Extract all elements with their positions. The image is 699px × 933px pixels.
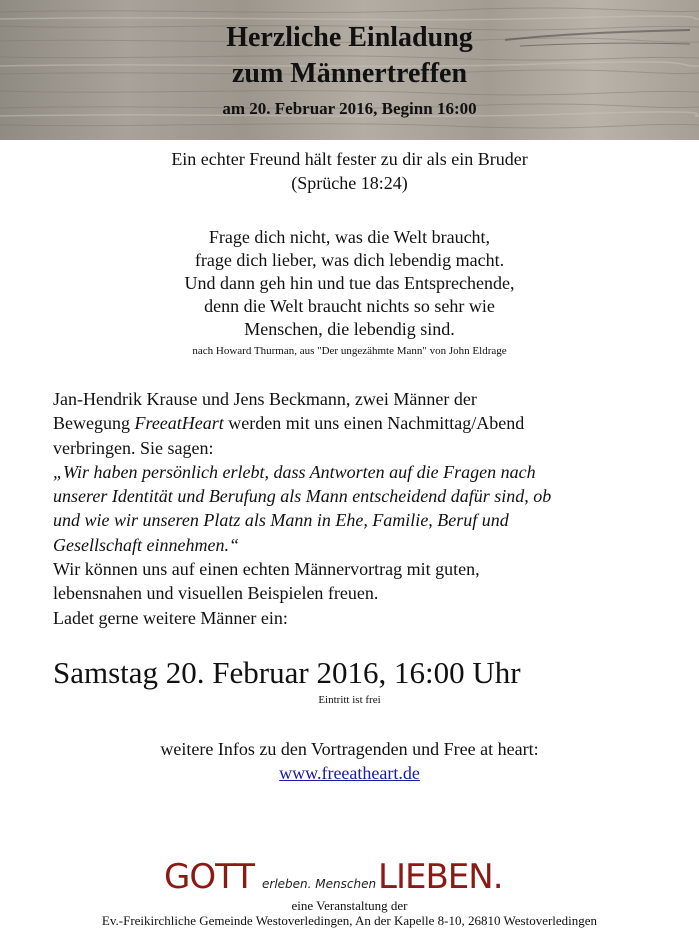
quote-line: denn die Welt braucht nichts so sehr wie [204,296,495,316]
closing-line: lebensnahen und visuellen Beispielen freuen. [53,583,379,604]
closing-line: Wir können uns auf einen echten Männervortrag mit guten, [53,559,480,580]
intro-paragraph [53,387,673,630]
event-date: Samstag 20. Februar 2016, 16:00 Uhr [53,655,521,690]
organization-name: FreeatHeart [134,413,224,434]
bible-verse: Ein echter Freund hält fester zu dir als ein Bruder [171,149,528,169]
closing-line: Ladet gerne weitere Männer ein: [53,607,288,628]
website-link[interactable]: www.freeatheart.de [279,763,420,783]
logo-word-lieben: LIEBEN. [378,857,503,896]
speaker-quote-line: unserer Identität und Berufung als Mann entscheidend dafür sind, ob [53,486,552,507]
logo-word-gott: GOTT [164,857,255,896]
invitation-title-second-line: zum Männertreffen [231,58,468,89]
speaker-quote-line: „Wir haben persönlich erlebt, dass Antworten auf die Fragen nach [53,461,536,482]
intro-line: verbringen. Sie sagen: [53,437,214,458]
organizer-address: Ev.-Freikirchliche Gemeinde Westoverledingen, An der Kapelle 8-10, 26810 Westoverledingen [101,913,598,928]
church-logo [150,848,510,896]
info-text: weitere Infos zu den Vortragenden und Free at heart: [160,739,539,759]
speaker-quote-line: und wie wir unseren Platz als Mann in Ehe, Familie, Beruf und [53,510,509,531]
entry-note: Eintritt ist frei [318,694,381,706]
quote-attribution: nach Howard Thurman, aus "Der ungezähmte Mann" von John Eldrage [192,345,507,357]
speaker-quote-line: Gesellschaft einnehmen.“ [53,534,239,555]
link-row [0,763,699,784]
header-banner [0,0,699,140]
intro-text: Bewegung [53,413,135,434]
quote-line: Menschen, die lebendig sind. [244,319,455,339]
intro-text: werden mit uns einen Nachmittag/Abend [223,413,525,434]
intro-line: Jan-Hendrik Krause und Jens Beckmann, zwei Männer der [53,389,477,409]
invitation-subtitle: am 20. Februar 2016, Beginn 16:00 [222,99,477,118]
quote-line: Und dann geh hin und tue das Entsprechende, [184,273,515,293]
logo-middle-text: erleben. Menschen [262,877,377,891]
quote-line: frage dich lieber, was dich lebendig macht. [194,250,505,270]
organizer-intro: eine Veranstaltung der [291,898,408,913]
invitation-title: Herzliche Einladung [226,22,473,53]
intro-line [53,411,673,435]
quote-line: Frage dich nicht, was die Welt braucht, [208,227,491,247]
bible-verse-reference: (Sprüche 18:24) [291,173,408,193]
